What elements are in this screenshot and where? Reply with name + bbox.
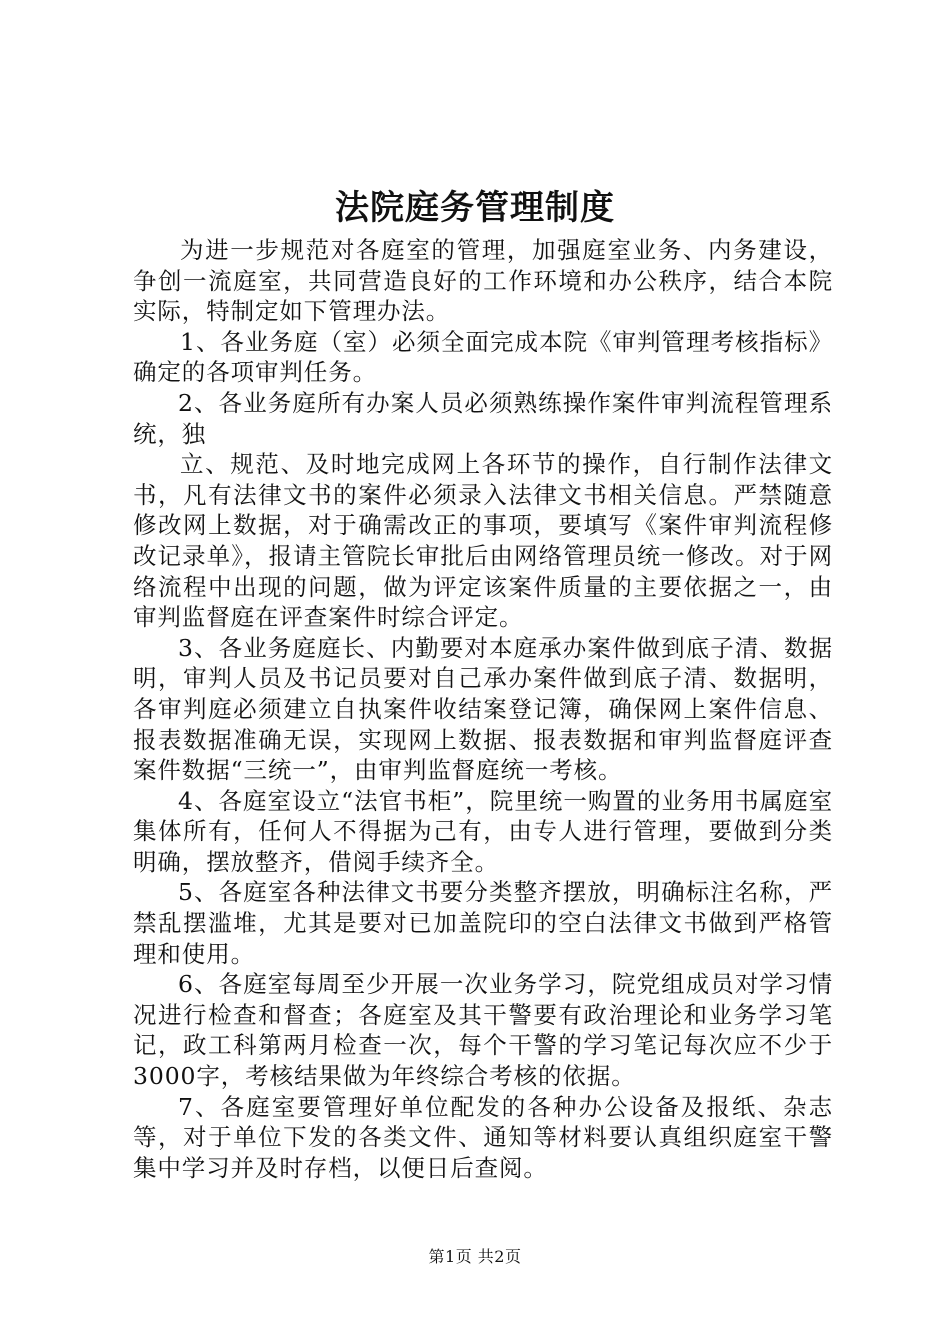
document-title: 法院庭务管理制度 [335,188,615,228]
paragraph-item-2-continued: 立、规范、及时地完成网上各环节的操作，自行制作法律文书，凡有法律文书的案件必须录入法律文书相关信息。严禁随意修改网上数据，对于确需改正的事项，要填写《案件审判流程修改记录单》，报请主管院长审批后由网络管理员统一修改。对于网络流程中出现的问题，做为评定该案件质量的主要依据之一，由审判监督庭在评查案件时综合评定。 [133,450,833,632]
paragraph-item-1: 1、各业务庭（室）必须全面完成本院《审判管理考核指标》确定的各项审判任务。 [133,327,833,387]
paragraph-intro: 为进一步规范对各庭室的管理，加强庭室业务、内务建设，争创一流庭室，共同营造良好的工作环境和办公秩序，结合本院实际，特制定如下管理办法。 [133,236,833,326]
paragraph-item-3: 3、各业务庭庭长、内勤要对本庭承办案件做到底子清、数据明，审判人员及书记员要对自己承办案件做到底子清、数据明，各审判庭必须建立自执案件收结案登记簿，确保网上案件信息、报表数据准确无误，实现网上数据、报表数据和审判监督庭评查案件数据“三统一”，由审判监督庭统一考核。 [133,633,833,785]
document-body [133,235,833,1183]
paragraph-item-7: 7、各庭室要管理好单位配发的各种办公设备及报纸、杂志等，对于单位下发的各类文件、通知等材料要认真组织庭室干警集中学习并及时存档，以便日后查阅。 [133,1092,833,1182]
paragraph-item-5: 5、各庭室各种法律文书要分类整齐摆放，明确标注名称，严禁乱摆滥堆，尤其是要对已加盖院印的空白法律文书做到严格管理和使用。 [133,878,833,968]
page-footer: 第1页 共2页 [428,1247,522,1266]
paragraph-item-2: 2、各业务庭所有办案人员必须熟练操作案件审判流程管理系统，独 [133,388,833,448]
paragraph-item-4: 4、各庭室设立“法官书柜”，院里统一购置的业务用书属庭室集体所有，任何人不得据为己有，由专人进行管理，要做到分类明确，摆放整齐，借阅手续齐全。 [133,786,833,876]
paragraph-item-6: 6、各庭室每周至少开展一次业务学习，院党组成员对学习情况进行检查和督查；各庭室及其干警要有政治理论和业务学习笔记，政工科第两月检查一次，每个干警的学习笔记每次应不少于3000字，考核结果做为年终综合考核的依据。 [133,970,833,1091]
